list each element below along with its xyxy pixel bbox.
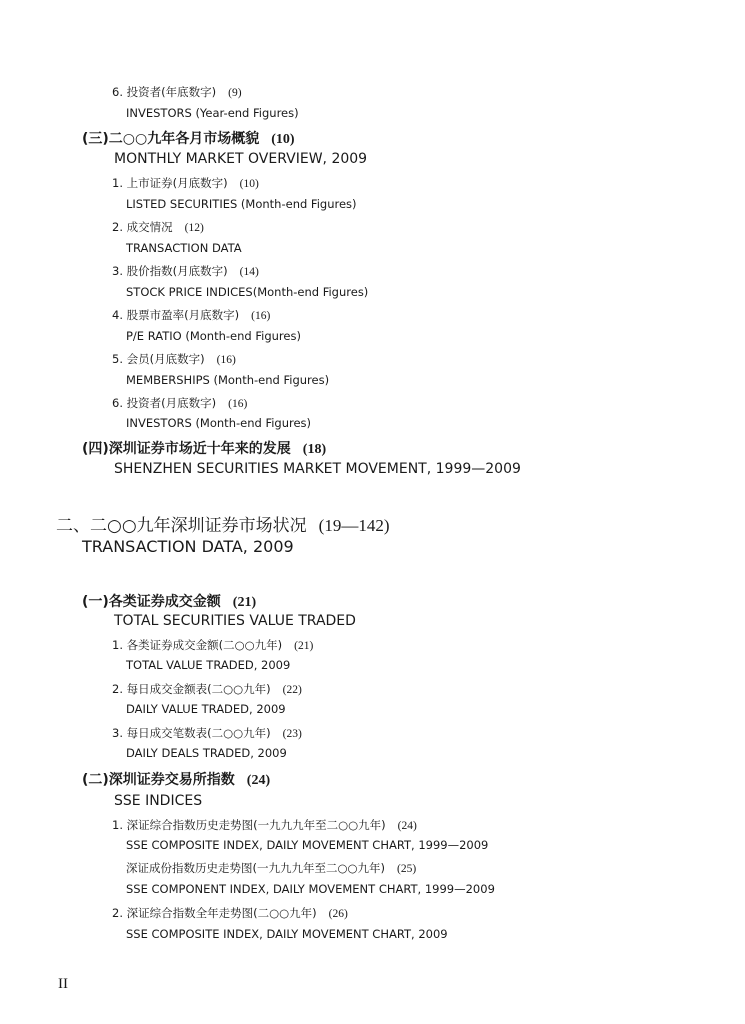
toc-entry-title: 二、二○○九年深圳证券市场状况 (56, 516, 307, 536)
toc-page-number: (21) (294, 640, 314, 652)
toc-entry-title: 深证成份指数历史走势图(一九九九年至二○○九年) (126, 861, 386, 875)
toc-page-number: (16) (251, 310, 271, 322)
toc-page-number: (16) (228, 398, 248, 410)
toc-entry-title: (四)深圳证券市场近十年来的发展 (82, 441, 291, 457)
toc-page-number: (24) (246, 773, 271, 788)
toc-entry-english: STOCK PRICE INDICES(Month-end Figures) (126, 285, 369, 299)
page-folio: II (58, 976, 68, 992)
toc-entry-title: 6. 投资者(月底数字) (112, 396, 217, 410)
toc-page-number: (22) (282, 684, 302, 696)
toc-entry-title: (一)各类证券成交金额 (82, 594, 221, 610)
toc-entry-title: (二)深圳证券交易所指数 (82, 772, 235, 788)
toc-entry-english: P/E RATIO (Month-end Figures) (126, 329, 301, 343)
toc-entry-english: TRANSACTION DATA (126, 241, 242, 255)
toc-entry-english: SSE COMPOSITE INDEX, DAILY MOVEMENT CHART, 1999—2009 (126, 838, 489, 852)
toc-entry-title: 2. 深证综合指数全年走势图(二○○九年) (112, 906, 317, 920)
toc-entry-english: SSE INDICES (114, 793, 203, 809)
toc-entry-english: MEMBERSHIPS (Month-end Figures) (126, 373, 330, 387)
toc-entry-title: 1. 各类证券成交金额(二○○九年) (112, 638, 283, 652)
toc-entry-english: TOTAL VALUE TRADED, 2009 (126, 658, 291, 672)
toc-entry-title: 6. 投资者(年底数字) (112, 85, 217, 99)
toc-entry-english: DAILY VALUE TRADED, 2009 (126, 702, 286, 716)
toc-entry-english: LISTED SECURITIES (Month-end Figures) (126, 197, 357, 211)
toc-page-number: (26) (328, 908, 348, 920)
toc-page-number: (21) (232, 595, 257, 610)
toc-page-number: (9) (228, 87, 242, 99)
toc-page-number: (14) (239, 266, 259, 278)
toc-entry-english: SSE COMPONENT INDEX, DAILY MOVEMENT CHART, 1999—2009 (126, 882, 495, 896)
toc-entry-title: 1. 上市证券(月底数字) (112, 176, 228, 190)
toc-entry-title: (三)二○○九年各月市场概貌 (82, 131, 260, 147)
toc-page-number: (19—142) (318, 516, 390, 535)
toc-page-number: (24) (397, 820, 417, 832)
toc-page-number: (23) (282, 728, 302, 740)
toc-page-number: (16) (216, 354, 236, 366)
toc-entry-english: INVESTORS (Month-end Figures) (126, 416, 312, 430)
toc-entry-title: 2. 成交情况 (112, 220, 173, 234)
toc-entry-title: 3. 股价指数(月底数字) (112, 264, 228, 278)
toc-page-number: (25) (397, 863, 417, 875)
toc-page-number: (12) (184, 222, 204, 234)
toc-page-number: (10) (239, 178, 259, 190)
toc-entry-title: 3. 每日成交笔数表(二○○九年) (112, 726, 271, 740)
toc-entry-english: TOTAL SECURITIES VALUE TRADED (114, 613, 356, 629)
toc-page-number: (18) (302, 442, 327, 457)
toc-page-number: (10) (271, 132, 295, 147)
toc-entry-english: SHENZHEN SECURITIES MARKET MOVEMENT, 1999—2009 (114, 461, 521, 477)
toc-entry-english: TRANSACTION DATA, 2009 (82, 537, 294, 556)
toc-entry-english: INVESTORS (Year-end Figures) (126, 106, 299, 120)
toc-entry-title: 1. 深证综合指数历史走势图(一九九九年至二○○九年) (112, 818, 386, 832)
toc-entry-english: MONTHLY MARKET OVERVIEW, 2009 (114, 151, 368, 167)
toc-entry-english: DAILY DEALS TRADED, 2009 (126, 746, 287, 760)
toc-entry-title: 2. 每日成交金额表(二○○九年) (112, 682, 271, 696)
toc-entry-english: SSE COMPOSITE INDEX, DAILY MOVEMENT CHART, 2009 (126, 927, 448, 941)
toc-entry-title: 5. 会员(月底数字) (112, 352, 205, 366)
toc-entry-title: 4. 股票市盈率(月底数字) (112, 308, 240, 322)
